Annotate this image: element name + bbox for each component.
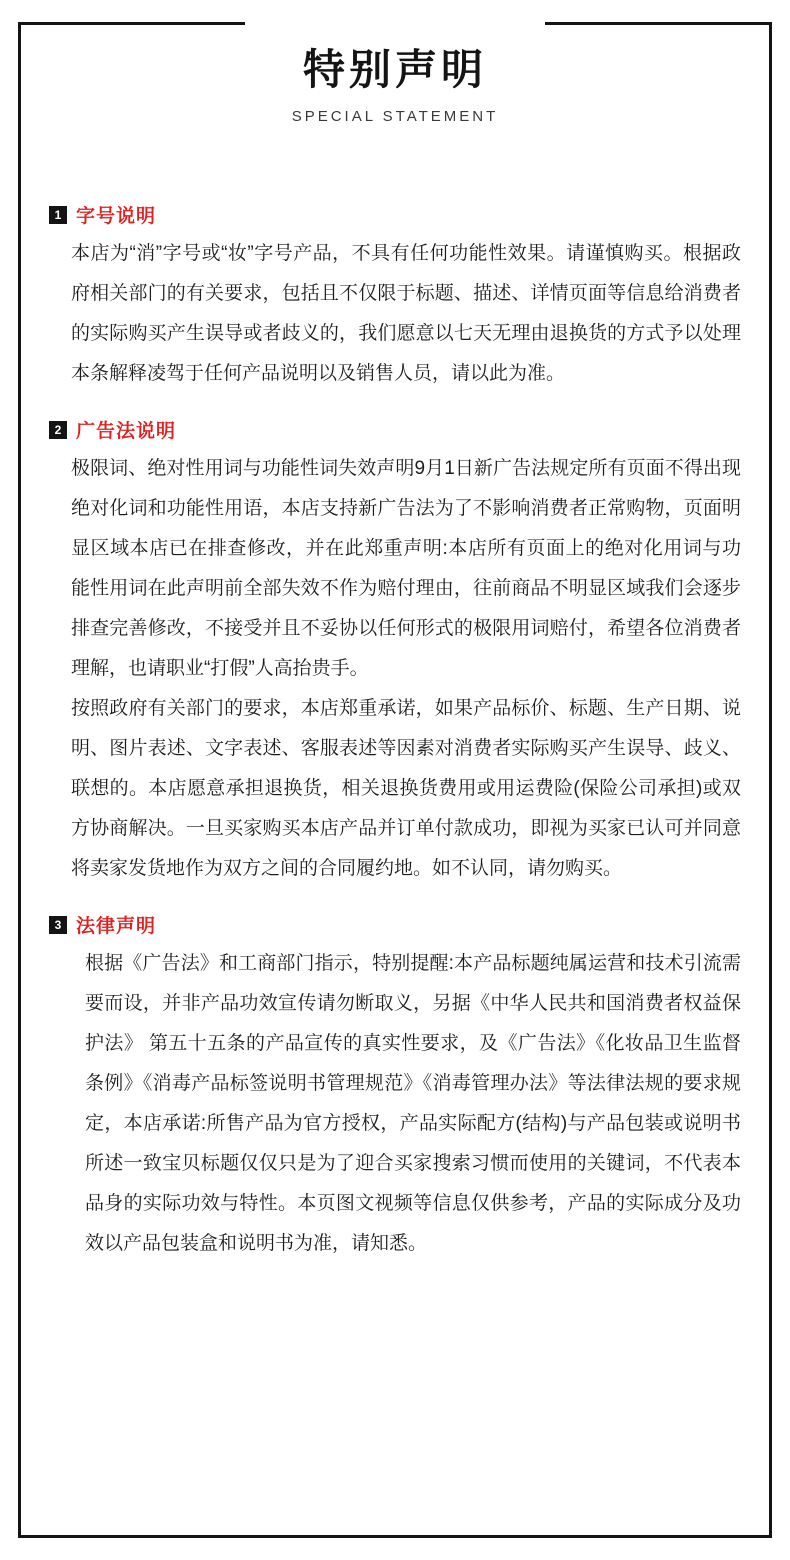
page-frame [18,22,772,1538]
statement-content [49,201,741,1525]
title-backdrop [245,19,545,33]
section-number-badge: 3 [49,916,67,934]
section-paragraph: 极限词、绝对性用词与功能性词失效声明9月1日新广告法规定所有页面不得出现绝对化词和功能性用语，本店支持新广告法为了不影响消费者正常购物，页面明显区域本店已在排查修改，并在此郑重声明:本店所有页面上的绝对化用词与功能性用词在此声明前全部失效不作为赔付理由，往前商品不明显区域我们会逐步排查完善修改，不接受并且不妥协以任何形式的极限用词赔付，希望各位消费者理解，也请职业“打假”人高抬贵手。 [71,458,741,679]
section-number-badge: 2 [49,421,67,439]
section-guanggaofa [49,416,741,889]
section-paragraph: 按照政府有关部门的要求，本店郑重承诺，如果产品标价、标题、生产日期、说明、图片表述、文字表述、客服表述等因素对消费者实际购买产生误导、歧义、联想的。本店愿意承担退换货，相关退换货费用或用运费险(保险公司承担)或双方协商解决。一旦买家购买本店产品并订单付款成功，即视为买家已认可并同意将卖家发货地作为双方之间的合同履约地。如不认同，请勿购买。 [71,698,741,879]
section-falv [49,911,741,1264]
section-paragraph: 根据《广告法》和工商部门指示，特别提醒:本产品标题纯属运营和技术引流需要而设，并非产品功效宣传请勿断取义，另据《中华人民共和国消费者权益保护法》 第五十五条的产品宣传的真实性要求，及《广告法》《化妆品卫生监督条例》《消毒产品标签说明书管理规范》《消毒管理办法》等法律法规的要求规定，本店承诺:所售产品为官方授权，产品实际配方(结构)与产品包装或说明书所述一致宝贝标题仅仅只是为了迎合买家搜索习惯而使用的关键词，不代表本品身的实际功效与特性。本页图文视频等信息仅供参考，产品的实际成分及功效以产品包装盒和说明书为准，请知悉。 [85,953,741,1254]
section-title: 字号说明 [76,206,157,227]
section-title: 广告法说明 [76,421,177,442]
page-header [21,25,769,145]
section-zihao [49,201,741,394]
section-title: 法律声明 [76,916,157,937]
section-header [49,911,741,938]
section-paragraph: 本店为“消”字号或“妆”字号产品，不具有任何功能性效果。请谨慎购买。根据政府相关部门的有关要求，包括且不仅限于标题、描述、详情页面等信息给消费者的实际购买产生误导或者歧义的，我们愿意以七天无理由退换货的方式予以处理本条解释凌驾于任何产品说明以及销售人员，请以此为准。 [71,243,741,384]
page-title: 特别声明 [302,46,487,93]
page-subtitle: SPECIAL STATEMENT [291,108,499,125]
section-header [49,201,741,228]
section-header [49,416,741,443]
section-number-badge: 1 [49,206,67,224]
